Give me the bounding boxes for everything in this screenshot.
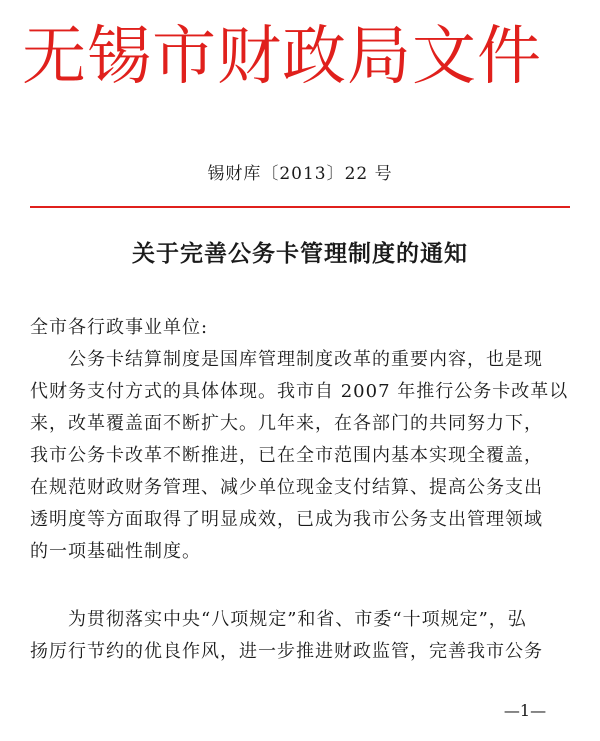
page-number: —1— <box>503 701 547 720</box>
body-line: 扬厉行节约的优良作风，进一步推进财政监管，完善我市公务 <box>30 641 543 662</box>
document-number: 锡财库〔2013〕22 号 <box>207 164 393 184</box>
body-line: 的一项基础性制度。 <box>30 541 201 562</box>
body-line: 代财务支付方式的具体体现。我市自 2007 年推行公务卡改革以 <box>30 381 569 402</box>
body-line: 透明度等方面取得了明显成效，已成为我市公务支出管理领域 <box>30 509 543 530</box>
red-divider-rule <box>30 206 570 208</box>
body-line: 为贯彻落实中央“八项规定”和省、市委“十项规定”，弘 <box>30 609 527 630</box>
body-line: 我市公务卡改革不断推进，已在全市范围内基本实现全覆盖， <box>30 445 543 466</box>
body-line: 在规范财政财务管理、减少单位现金支付结算、提高公务支出 <box>30 477 543 498</box>
notice-title: 关于完善公务卡管理制度的通知 <box>132 241 468 267</box>
body-line: 来，改革覆盖面不断扩大。几年来，在各部门的共同努力下， <box>30 413 543 434</box>
body-line: 公务卡结算制度是国库管理制度改革的重要内容，也是现 <box>30 349 543 370</box>
salutation: 全市各行政事业单位: <box>30 317 209 338</box>
org-header-title: 无锡市财政局文件 <box>22 20 542 94</box>
